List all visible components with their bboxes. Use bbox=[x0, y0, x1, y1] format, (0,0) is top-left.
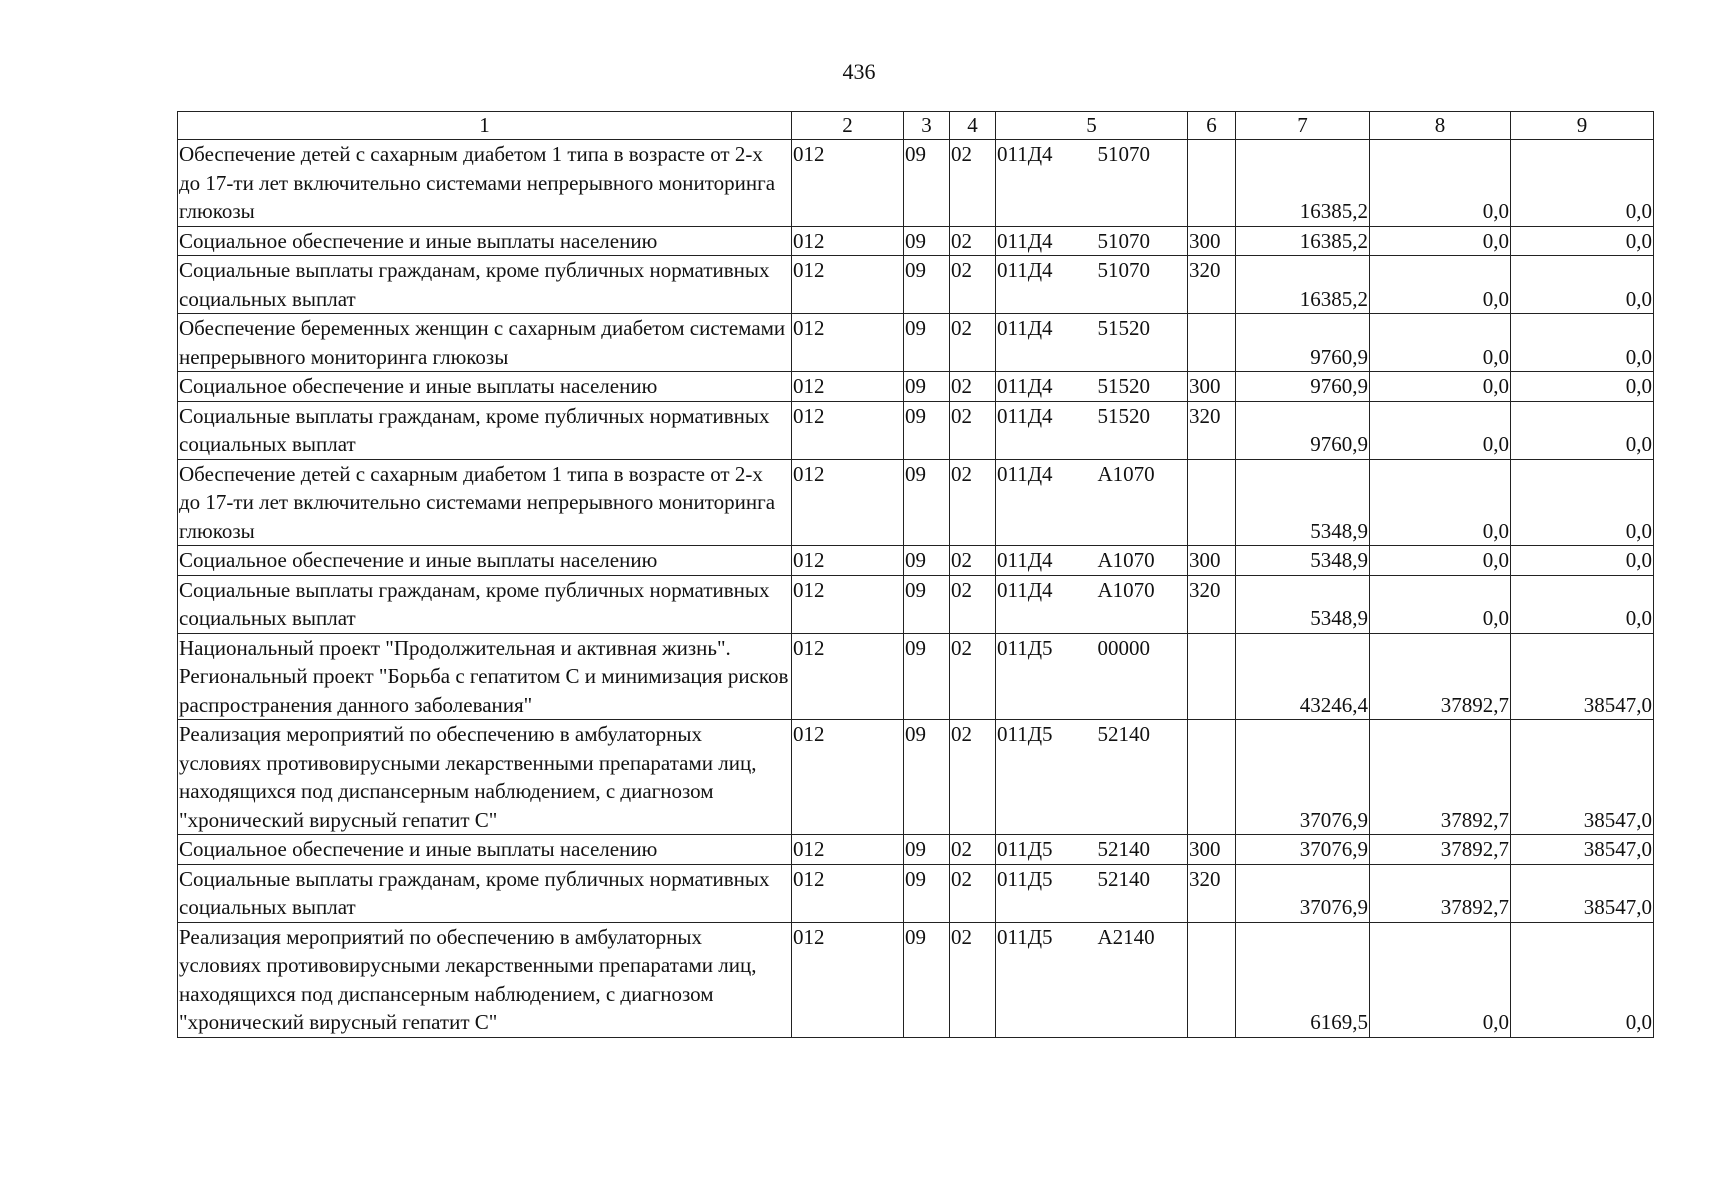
amount-col-7: 5348,9 bbox=[1236, 546, 1370, 576]
section-code: 09 bbox=[904, 401, 950, 459]
subsection-code: 02 bbox=[950, 256, 996, 314]
table-row bbox=[178, 314, 1654, 372]
target-article-code: А1070 bbox=[1088, 459, 1188, 546]
section-code: 09 bbox=[904, 864, 950, 922]
amount-col-7: 5348,9 bbox=[1236, 459, 1370, 546]
row-name: Обеспечение детей с сахарным диабетом 1 типа в возрасте от 2-х до 17-ти лет включительно системами непрерывного мониторинга глюкозы bbox=[178, 459, 792, 546]
expense-type-code: 300 bbox=[1188, 546, 1236, 576]
target-article-code: 00000 bbox=[1088, 633, 1188, 720]
amount-col-9: 0,0 bbox=[1511, 401, 1654, 459]
amount-col-9: 0,0 bbox=[1511, 922, 1654, 1037]
table-row bbox=[178, 546, 1654, 576]
row-name: Социальное обеспечение и иные выплаты населению bbox=[178, 226, 792, 256]
section-code: 09 bbox=[904, 720, 950, 835]
amount-col-9: 0,0 bbox=[1511, 314, 1654, 372]
section-code: 09 bbox=[904, 633, 950, 720]
subsection-code: 02 bbox=[950, 459, 996, 546]
target-article-code: А1070 bbox=[1088, 575, 1188, 633]
amount-col-9: 38547,0 bbox=[1511, 835, 1654, 865]
target-article-code: 52140 bbox=[1088, 835, 1188, 865]
expense-type-code bbox=[1188, 314, 1236, 372]
amount-col-8: 0,0 bbox=[1370, 922, 1511, 1037]
expense-type-code bbox=[1188, 140, 1236, 227]
amount-col-7: 9760,9 bbox=[1236, 314, 1370, 372]
grbs-code: 012 bbox=[792, 459, 904, 546]
grbs-code: 012 bbox=[792, 835, 904, 865]
target-article-code: 51070 bbox=[1088, 256, 1188, 314]
column-header-4: 4 bbox=[950, 112, 996, 140]
amount-col-9: 0,0 bbox=[1511, 546, 1654, 576]
subsection-code: 02 bbox=[950, 140, 996, 227]
expense-type-code: 320 bbox=[1188, 256, 1236, 314]
table-row bbox=[178, 372, 1654, 402]
expense-type-code: 300 bbox=[1188, 372, 1236, 402]
table-header bbox=[178, 112, 1654, 140]
target-program-code: 011Д5 bbox=[996, 835, 1088, 865]
section-code: 09 bbox=[904, 575, 950, 633]
amount-col-7: 16385,2 bbox=[1236, 256, 1370, 314]
amount-col-7: 6169,5 bbox=[1236, 922, 1370, 1037]
amount-col-8: 37892,7 bbox=[1370, 633, 1511, 720]
table-row bbox=[178, 575, 1654, 633]
grbs-code: 012 bbox=[792, 140, 904, 227]
target-program-code: 011Д5 bbox=[996, 864, 1088, 922]
target-article-code: 51520 bbox=[1088, 401, 1188, 459]
amount-col-8: 0,0 bbox=[1370, 140, 1511, 227]
subsection-code: 02 bbox=[950, 633, 996, 720]
target-program-code: 011Д4 bbox=[996, 314, 1088, 372]
amount-col-7: 37076,9 bbox=[1236, 835, 1370, 865]
table-row bbox=[178, 835, 1654, 865]
amount-col-7: 16385,2 bbox=[1236, 140, 1370, 227]
table-body bbox=[178, 140, 1654, 1038]
table-row bbox=[178, 633, 1654, 720]
table-row bbox=[178, 140, 1654, 227]
column-header-9: 9 bbox=[1511, 112, 1654, 140]
subsection-code: 02 bbox=[950, 314, 996, 372]
table-row bbox=[178, 864, 1654, 922]
subsection-code: 02 bbox=[950, 372, 996, 402]
section-code: 09 bbox=[904, 314, 950, 372]
table-row bbox=[178, 226, 1654, 256]
amount-col-9: 0,0 bbox=[1511, 575, 1654, 633]
amount-col-7: 43246,4 bbox=[1236, 633, 1370, 720]
amount-col-7: 9760,9 bbox=[1236, 372, 1370, 402]
target-article-code: 51520 bbox=[1088, 372, 1188, 402]
expense-type-code bbox=[1188, 720, 1236, 835]
subsection-code: 02 bbox=[950, 575, 996, 633]
row-name: Социальные выплаты гражданам, кроме публичных нормативных социальных выплат bbox=[178, 864, 792, 922]
grbs-code: 012 bbox=[792, 256, 904, 314]
header-row bbox=[178, 112, 1654, 140]
target-program-code: 011Д4 bbox=[996, 226, 1088, 256]
target-article-code: 52140 bbox=[1088, 720, 1188, 835]
grbs-code: 012 bbox=[792, 922, 904, 1037]
grbs-code: 012 bbox=[792, 546, 904, 576]
target-article-code: 51070 bbox=[1088, 226, 1188, 256]
page-number: 436 bbox=[842, 59, 876, 84]
column-header-6: 6 bbox=[1188, 112, 1236, 140]
row-name: Национальный проект "Продолжительная и активная жизнь". Региональный проект "Борьба с гепатитом С и минимизация рисков распространения данного заболевания" bbox=[178, 633, 792, 720]
expense-type-code bbox=[1188, 633, 1236, 720]
expense-type-code bbox=[1188, 459, 1236, 546]
section-code: 09 bbox=[904, 459, 950, 546]
expense-type-code: 320 bbox=[1188, 864, 1236, 922]
amount-col-7: 5348,9 bbox=[1236, 575, 1370, 633]
target-program-code: 011Д5 bbox=[996, 720, 1088, 835]
grbs-code: 012 bbox=[792, 720, 904, 835]
target-program-code: 011Д4 bbox=[996, 401, 1088, 459]
section-code: 09 bbox=[904, 256, 950, 314]
row-name: Социальные выплаты гражданам, кроме публичных нормативных социальных выплат bbox=[178, 575, 792, 633]
expense-type-code bbox=[1188, 922, 1236, 1037]
target-program-code: 011Д5 bbox=[996, 922, 1088, 1037]
amount-col-9: 38547,0 bbox=[1511, 864, 1654, 922]
amount-col-8: 37892,7 bbox=[1370, 835, 1511, 865]
amount-col-8: 0,0 bbox=[1370, 546, 1511, 576]
grbs-code: 012 bbox=[792, 633, 904, 720]
amount-col-9: 0,0 bbox=[1511, 256, 1654, 314]
expense-type-code: 320 bbox=[1188, 575, 1236, 633]
budget-table bbox=[177, 111, 1654, 1038]
amount-col-8: 0,0 bbox=[1370, 226, 1511, 256]
grbs-code: 012 bbox=[792, 314, 904, 372]
amount-col-8: 0,0 bbox=[1370, 459, 1511, 546]
amount-col-9: 0,0 bbox=[1511, 459, 1654, 546]
table-row bbox=[178, 401, 1654, 459]
amount-col-9: 38547,0 bbox=[1511, 633, 1654, 720]
target-article-code: А2140 bbox=[1088, 922, 1188, 1037]
subsection-code: 02 bbox=[950, 401, 996, 459]
grbs-code: 012 bbox=[792, 575, 904, 633]
section-code: 09 bbox=[904, 372, 950, 402]
subsection-code: 02 bbox=[950, 720, 996, 835]
amount-col-9: 0,0 bbox=[1511, 226, 1654, 256]
target-program-code: 011Д4 bbox=[996, 140, 1088, 227]
row-name: Обеспечение беременных женщин с сахарным диабетом системами непрерывного мониторинга глюкозы bbox=[178, 314, 792, 372]
amount-col-7: 37076,9 bbox=[1236, 864, 1370, 922]
row-name: Социальное обеспечение и иные выплаты населению bbox=[178, 372, 792, 402]
column-header-2: 2 bbox=[792, 112, 904, 140]
row-name: Социальное обеспечение и иные выплаты населению bbox=[178, 546, 792, 576]
grbs-code: 012 bbox=[792, 401, 904, 459]
amount-col-9: 38547,0 bbox=[1511, 720, 1654, 835]
subsection-code: 02 bbox=[950, 546, 996, 576]
row-name: Социальные выплаты гражданам, кроме публичных нормативных социальных выплат bbox=[178, 256, 792, 314]
amount-col-7: 16385,2 bbox=[1236, 226, 1370, 256]
amount-col-7: 37076,9 bbox=[1236, 720, 1370, 835]
row-name: Реализация мероприятий по обеспечению в амбулаторных условиях противовирусными лекарственными препаратами лиц, находящихся под диспансерным наблюдением, с диагнозом "хронический вирусный гепатит С" bbox=[178, 720, 792, 835]
target-program-code: 011Д5 bbox=[996, 633, 1088, 720]
expense-type-code: 300 bbox=[1188, 226, 1236, 256]
table-row bbox=[178, 459, 1654, 546]
section-code: 09 bbox=[904, 922, 950, 1037]
target-article-code: 52140 bbox=[1088, 864, 1188, 922]
column-header-8: 8 bbox=[1370, 112, 1511, 140]
grbs-code: 012 bbox=[792, 226, 904, 256]
target-article-code: 51520 bbox=[1088, 314, 1188, 372]
section-code: 09 bbox=[904, 140, 950, 227]
column-header-1: 1 bbox=[178, 112, 792, 140]
amount-col-8: 0,0 bbox=[1370, 401, 1511, 459]
expense-type-code: 320 bbox=[1188, 401, 1236, 459]
amount-col-8: 0,0 bbox=[1370, 575, 1511, 633]
table-row bbox=[178, 256, 1654, 314]
row-name: Социальные выплаты гражданам, кроме публичных нормативных социальных выплат bbox=[178, 401, 792, 459]
section-code: 09 bbox=[904, 546, 950, 576]
amount-col-9: 0,0 bbox=[1511, 372, 1654, 402]
subsection-code: 02 bbox=[950, 922, 996, 1037]
table-row bbox=[178, 922, 1654, 1037]
amount-col-8: 0,0 bbox=[1370, 256, 1511, 314]
section-code: 09 bbox=[904, 835, 950, 865]
target-program-code: 011Д4 bbox=[996, 575, 1088, 633]
amount-col-8: 37892,7 bbox=[1370, 720, 1511, 835]
amount-col-8: 37892,7 bbox=[1370, 864, 1511, 922]
amount-col-7: 9760,9 bbox=[1236, 401, 1370, 459]
target-program-code: 011Д4 bbox=[996, 546, 1088, 576]
target-program-code: 011Д4 bbox=[996, 256, 1088, 314]
target-program-code: 011Д4 bbox=[996, 459, 1088, 546]
table-row bbox=[178, 720, 1654, 835]
amount-col-9: 0,0 bbox=[1511, 140, 1654, 227]
row-name: Реализация мероприятий по обеспечению в амбулаторных условиях противовирусными лекарственными препаратами лиц, находящихся под диспансерным наблюдением, с диагнозом "хронический вирусный гепатит С" bbox=[178, 922, 792, 1037]
section-code: 09 bbox=[904, 226, 950, 256]
expense-type-code: 300 bbox=[1188, 835, 1236, 865]
amount-col-8: 0,0 bbox=[1370, 314, 1511, 372]
column-header-5: 5 bbox=[996, 112, 1188, 140]
target-article-code: 51070 bbox=[1088, 140, 1188, 227]
subsection-code: 02 bbox=[950, 226, 996, 256]
row-name: Социальное обеспечение и иные выплаты населению bbox=[178, 835, 792, 865]
row-name: Обеспечение детей с сахарным диабетом 1 типа в возрасте от 2-х до 17-ти лет включительно системами непрерывного мониторинга глюкозы bbox=[178, 140, 792, 227]
target-program-code: 011Д4 bbox=[996, 372, 1088, 402]
subsection-code: 02 bbox=[950, 835, 996, 865]
column-header-7: 7 bbox=[1236, 112, 1370, 140]
amount-col-8: 0,0 bbox=[1370, 372, 1511, 402]
column-header-3: 3 bbox=[904, 112, 950, 140]
target-article-code: А1070 bbox=[1088, 546, 1188, 576]
grbs-code: 012 bbox=[792, 864, 904, 922]
subsection-code: 02 bbox=[950, 864, 996, 922]
grbs-code: 012 bbox=[792, 372, 904, 402]
